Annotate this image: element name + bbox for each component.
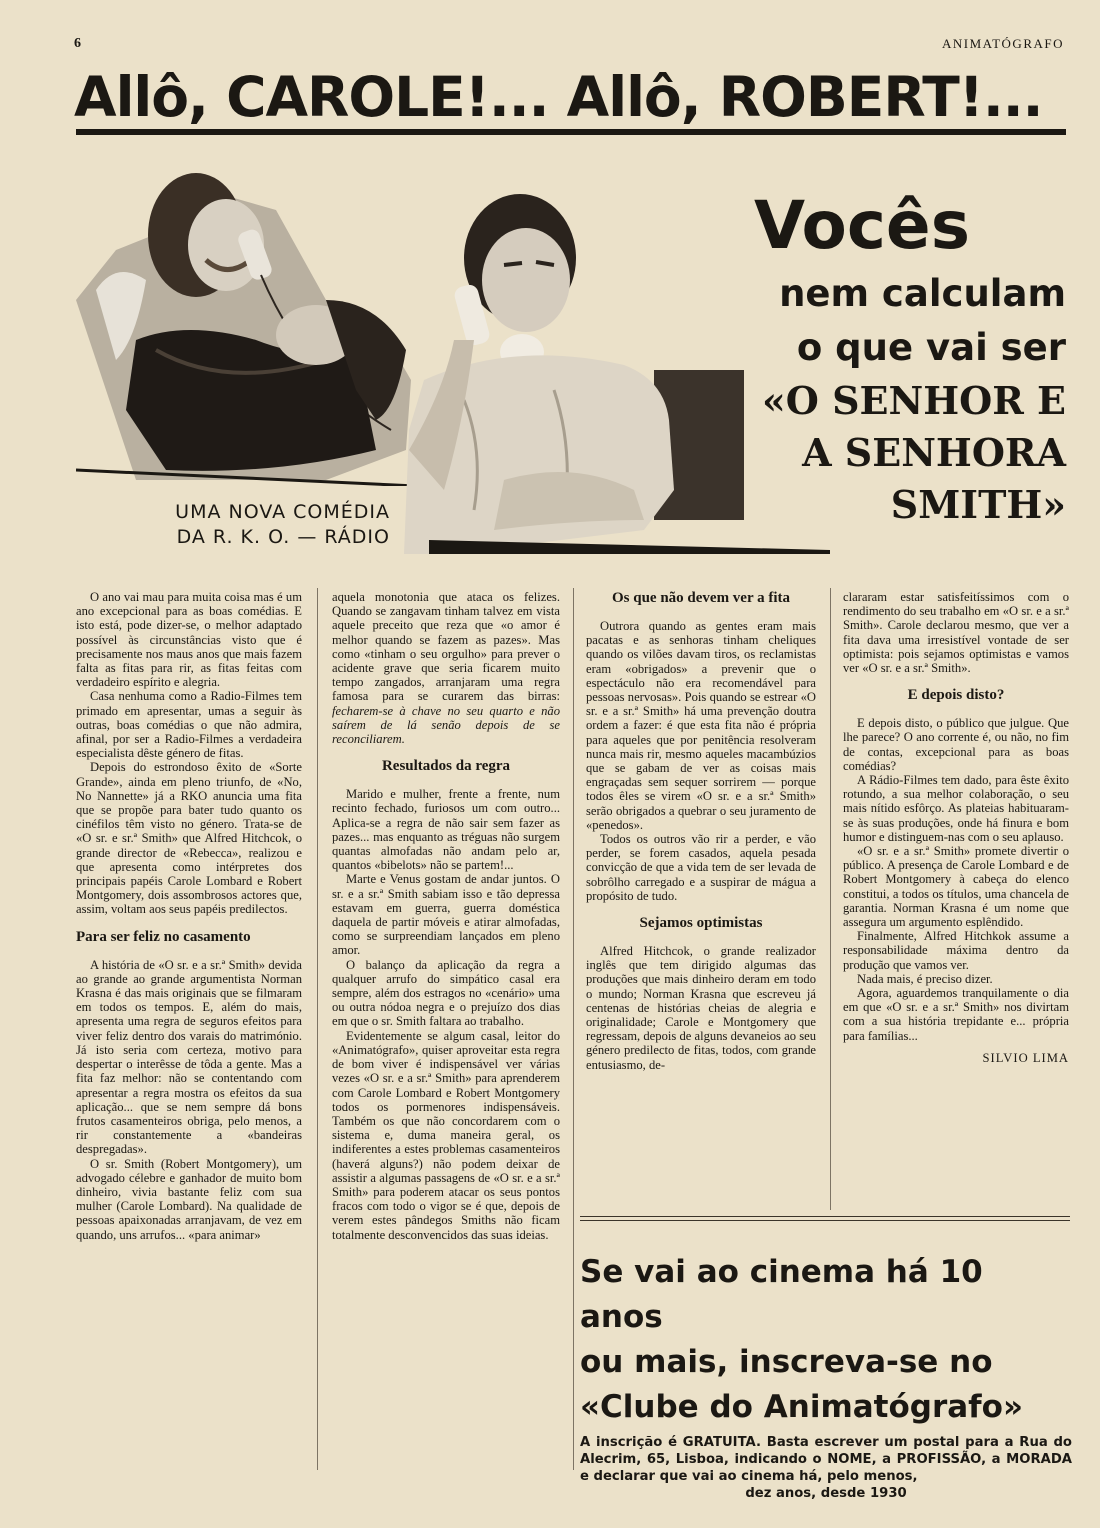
paragraph: Evidentemente se algum casal, leitor do «Animatógrafo», quiser aproveitar esta regra de bom viver é indispensável ver várias vezes «O sr. e a sr.ª Smith» para aprenderem com Carole Lombard e Robert Montgomery todos os pormenores indispensáveis. Também os que não concordarem com o sistema e, duma maneira geral, os indiferentes a estes problemas casamenteiros (haverá alguns?) não podem deixar de assistir a algumas passagens de «O sr. e a sr.ª Smith» para poderem atacar os seus pontos fracos com todo o vigor se é que, depois de verem estes pândegos Smiths não ficam totalmente desconvencidos das suas ideias. (332, 1028, 560, 1242)
regra-quote: fecharem-se à chave no seu quarto e não saírem de lá senão depois de se reconciliarem. (332, 703, 560, 747)
author-signature: SILVIO LIMA (982, 1050, 1069, 1065)
paragraph: E depois disto, o público que julgue. Que lhe parece? O ano corrente é, ou não, no fim de contas, excepcional para as boas comédias? (843, 716, 1069, 773)
publication-name: ANIMATÓGRAFO (941, 36, 1064, 51)
subheading: Resultados da regra (381, 758, 511, 775)
paragraph: O sr. Smith (Robert Montgomery), um advogado célebre e ganhador de muito bom dinheiro, vivia bastante feliz com sua mulher (Carole Lombard). Na qualidade de pessoas apaixonadas arranjavam, de vez em quando, uns arrufos... «para animar» (76, 1156, 302, 1242)
paragraph: O balanço da aplicação da regra a qualquer arrufo do simpático casal era sempre, além dos estragos no «cenário» uma ou outra nódoa negra e o prejuízo dos dias em que o sr. Smith faltara ao trabalho. (332, 957, 560, 1029)
carole-lombard-photo (76, 150, 416, 486)
paragraph: Nada mais, é preciso dizer. (857, 971, 993, 986)
paragraph: clararam estar satisfeitíssimos com o rendimento do seu trabalho em «O sr. e a sr.ª Smith». Carole declarou mesmo, que ver a fita dava uma irresistível vontade de ser optimista: pois sejamos optimistas e vamos ver «O sr. e a sr.ª Smith». (843, 590, 1069, 676)
promo-line-4: «O SENHOR E (762, 378, 1066, 423)
subheading: Sejamos optimistas (639, 915, 763, 932)
paragraph: Agora, aguardemos tranquilamente o dia em que «O sr. e a sr.ª Smith» nos divirtam com a sua história trepidante e... própria para famílias... (843, 986, 1069, 1043)
club-body (580, 1434, 1072, 1502)
article-column-3 (586, 590, 816, 1072)
paragraph: Outrora quando as gentes eram mais pacatas e as senhoras tinham cheliques quando os vilões davam tiros, os reclamistas eram «obrigados» a prevenir que o espectáculo não era recomendável para pessoas nervosas». Pois quando se estrear «O sr. e a sr.ª Smith» há uma prevenção doutra ordem a fazer: é que esta fita não é própria para aqueles que por penitência resolveram nunca mais rir, mesmo aqueles macambúzios que se gabam de ver as coisas mais engraçadas sem sequer sorrirem — porque todos êles se virem «O sr. e a sr.ª Smith» serão obrigados a quebrar o seu juramento de «penedos». (586, 619, 816, 832)
article-column-2 (332, 590, 560, 1242)
paragraph (332, 590, 560, 746)
club-advertisement (580, 1250, 1072, 1502)
promo-text (646, 185, 1066, 531)
paragraph: Depois do estrondoso êxito de «Sorte Grande», ainda em pleno triunfo, de «No, No Nannette» já a RKO anuncia uma fita que se propõe para bater tudo quanto os cinéfilos têm visto no género. Trata-se de «O sr. e sr.ª Smith» que Alfred Hitchcok, o grande director de «Rebecca», realizou e que apresenta como intérpretes dos principais papéis Carole Lombard e Robert Montgomery, dois assombrosos actores que, assim, voltam aos seus papéis predilectos. (76, 760, 302, 917)
paragraph-text: aquela monotonia que ataca os felizes. Quando se zangavam tinham talvez em vista aquele preceito que reza que «o amor é melhor quando se fazem as pazes». Mas como «tinham o seu orgulho» para prever o acidente grave que seria ficarem muito tempo zangados, arranjaram uma regra famosa para se curarem das birras: (332, 590, 560, 704)
promo-line-1: Vocês (754, 187, 970, 264)
club-title-line-2: ou mais, inscreva-se no (580, 1344, 993, 1380)
paragraph: A história de «O sr. e a sr.ª Smith» devida ao grande ao grande argumentista Norman Krasna é das mais originais que se filmaram em todos os tempos. E, além do mais, apresenta uma regra de seguros efeitos para viver feliz dentro dos varais do matrimónio. Já isto seria com certeza, motivo para despertar o interêsse de tôda a gente. Mas a fita faz melhor: não se contentando com apresentar a regra mostra os efeitos da sua aplicação... que se nem sempre dá bons frutos casamenteiros obriga, pelo menos, a rir constantemente a «bandeiras despregadas». (76, 957, 302, 1157)
column-rule (573, 588, 574, 1470)
club-title-line-3: «Clube do Animatógrafo» (580, 1389, 1023, 1425)
subheading: Os que não devem ver a fita (611, 590, 791, 606)
paragraph: «O sr. e a sr.ª Smith» promete divertir o público. A presença de Carole Lombard e de Robert Montgomery à cabeça do elenco constitui, a todos os títulos, uma chancela de garantia. Norman Krasna é um nome que assegura um argumento esplêndido. (843, 844, 1069, 930)
paragraph: Marte e Venus gostam de andar juntos. O sr. e a sr.ª Smith sabiam isso e tão depressa estavam em guerra, guerra doméstica daquela de partir móveis e atirar almofadas, como se surpreendiam lançados em pleno amor. (332, 872, 560, 958)
promo-line-6: SMITH» (890, 482, 1066, 527)
paragraph: Finalmente, Alfred Hitchkok assume a responsabilidade máxima dentro da produção que vamos ver. (843, 929, 1069, 972)
headline: Allô, CAROLE!... Allô, ROBERT!... (74, 65, 1043, 129)
film-caption (150, 500, 390, 550)
article-column-4 (843, 590, 1069, 1065)
column-rule (830, 588, 831, 1210)
subheading: Para ser feliz no casamento (76, 928, 251, 945)
subheading: E depois disto? (907, 687, 1005, 704)
paragraph: Marido e mulher, frente a frente, num recinto fechado, furiosos um com outro... Aplica-se a regra de não sair sem fazer as pazes... mas enquanto as tréguas não surgem quantas almofadas não andam pelo ar, quantos «bibelots» não se partem!... (332, 787, 560, 873)
club-body-last-line: dez anos, desde 1930 (745, 1486, 907, 1501)
promo-line-5: A SENHORA (802, 430, 1066, 475)
article-column-1 (76, 590, 302, 1242)
ad-divider (580, 1216, 1070, 1221)
paragraph: A Rádio-Filmes tem dado, para êste êxito rotundo, a sua melhor colaboração, o seu mais nítido esfôrço. As plateias habituaram-se às suas produções, onde há finura e bom humor e distinguem-nas com o seu aplauso. (843, 773, 1069, 844)
paragraph: O ano vai mau para muita coisa mas é um ano excepcional para as boas comédias. E isto está, pode dizer-se, o melhor adaptado possível às circunstâncias visto que é precisamente nos maus anos que mais fazem falta as fitas para rir, as fitas feitas com verdadeiro espírito e alegria. (76, 590, 302, 690)
caption-line-1: UMA NOVA COMÉDIA (175, 501, 390, 523)
paragraph: Alfred Hitchcok, o grande realizador inglês que tem dirigido algumas das produções que mais dinheiro deram em todo o mundo; Norman Krasna que escreveu já centenas de histórias cheias de alegria e originalidade; Carole e Montgomery que regressam, depois de alguns devaneios ao seu género predilecto de fitas, todos, com grande entusiasmo, de- (586, 944, 816, 1072)
club-title-line-1: Se vai ao cinema há 10 anos (580, 1254, 983, 1335)
caption-line-2: DA R. K. O. — RÁDIO (176, 526, 390, 548)
paragraph: Casa nenhuma como a Radio-Filmes tem primado em apresentar, umas a seguir às outras, boas comédias o que não admira, afinal, por ser a Radio-Filmes a verdadeira especialista dêste género de fitas. (76, 689, 302, 761)
club-body-text: A inscrição é GRATUITA. Basta escrever um postal para a Rua do Alecrim, 65, Lisboa, indicando o NOME, a PROFISSÃO, a MORADA e declarar que vai ao cinema há, pelo menos, (580, 1435, 1072, 1484)
promo-line-3: o que vai ser (796, 326, 1066, 369)
headline-rule (76, 129, 1066, 135)
paragraph: Todos os outros vão rir a perder, e vão perder, se forem casados, aquela pesada convicção de que a vida tem de ser levada de sobrôlho carregado e a suspirar de mágua a propósito de tudo. (586, 832, 816, 903)
page-number: 6 (74, 36, 81, 51)
promo-line-2: nem calculam (779, 272, 1066, 315)
column-rule (317, 588, 318, 1470)
